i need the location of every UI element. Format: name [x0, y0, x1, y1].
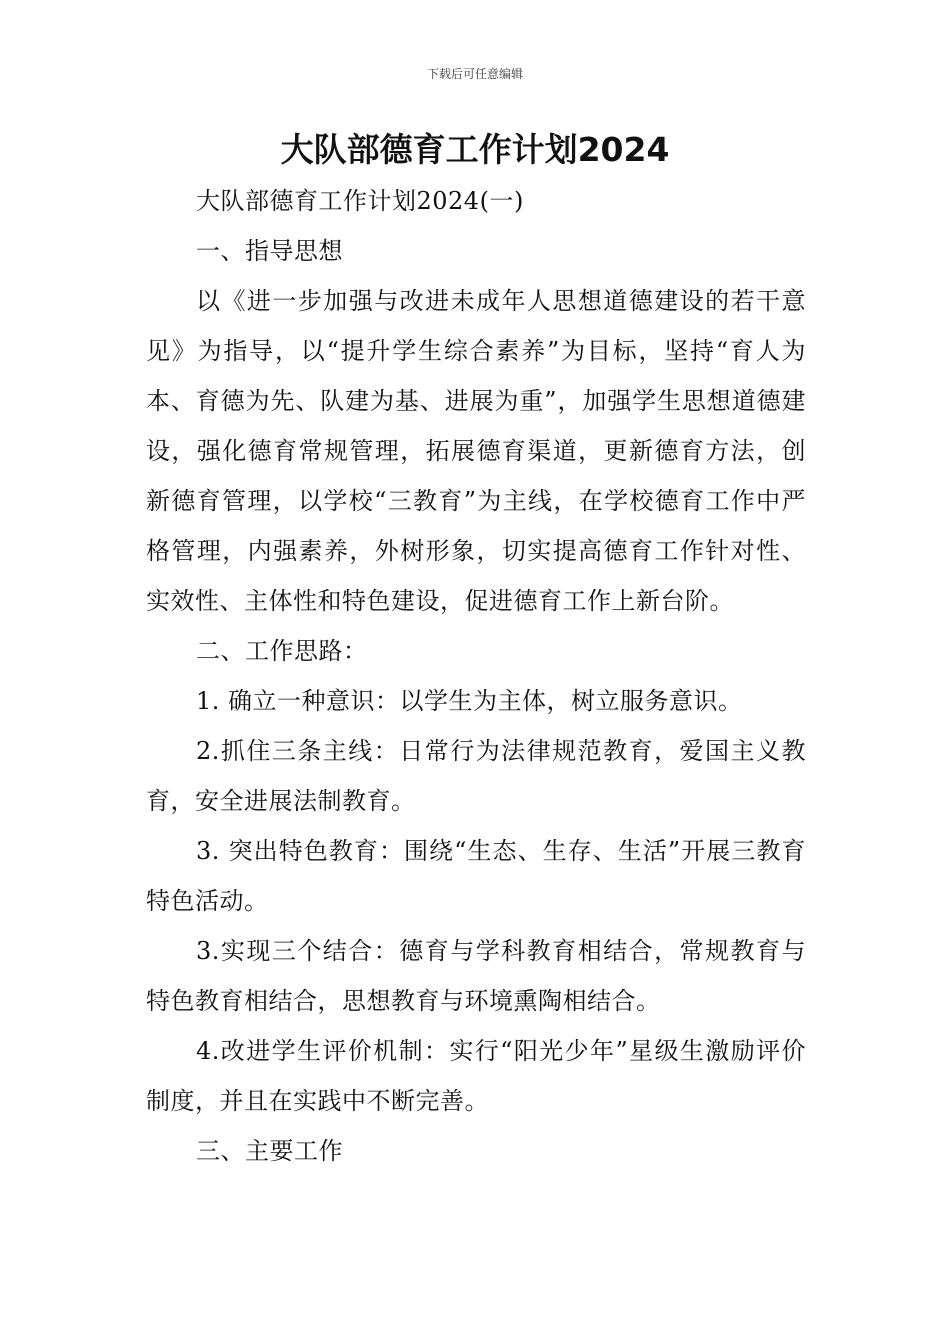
section-heading-work-approach: 二、工作思路： [196, 637, 368, 665]
document-title: 大队部德育工作计划2024 [280, 130, 670, 169]
list-item-2: 2.抓住三条主线：日常行为法律规范教育，爱国主义教育，安全进展法制教育。 [146, 737, 806, 815]
section-heading-main-work: 三、主要工作 [196, 1137, 343, 1165]
header-note: 下载后可任意编辑 [426, 67, 523, 81]
document-body [146, 176, 806, 1176]
section-heading-guiding-ideology: 一、指导思想 [196, 237, 343, 265]
list-item-3: 3. 突出特色教育：围绕“生态、生存、生活”开展三教育特色活动。 [146, 837, 806, 915]
list-item-3b: 3.实现三个结合：德育与学科教育相结合，常规教育与特色教育相结合，思想教育与环境熏陶相结合。 [146, 937, 806, 1015]
body-paragraph-guiding-ideology: 以《进一步加强与改进未成年人思想道德建设的若干意见》为指导，以“提升学生综合素养”为目标，坚持“育人为本、育德为先、队建为基、进展为重”，加强学生思想道德建设，强化德育常规管理，拓展德育渠道，更新德育方法，创新德育管理，以学校“三教育”为主线，在学校德育工作中严格管理，内强素养，外树形象，切实提高德育工作针对性、实效性、主体性和特色建设，促进德育工作上新台阶。 [146, 287, 806, 615]
list-item-4: 4.改进学生评价机制：实行“阳光少年”星级生激励评价制度，并且在实践中不断完善。 [146, 1037, 806, 1115]
subtitle-paragraph: 大队部德育工作计划2024(一) [196, 187, 524, 215]
list-item-1: 1. 确立一种意识：以学生为主体，树立服务意识。 [196, 687, 743, 715]
